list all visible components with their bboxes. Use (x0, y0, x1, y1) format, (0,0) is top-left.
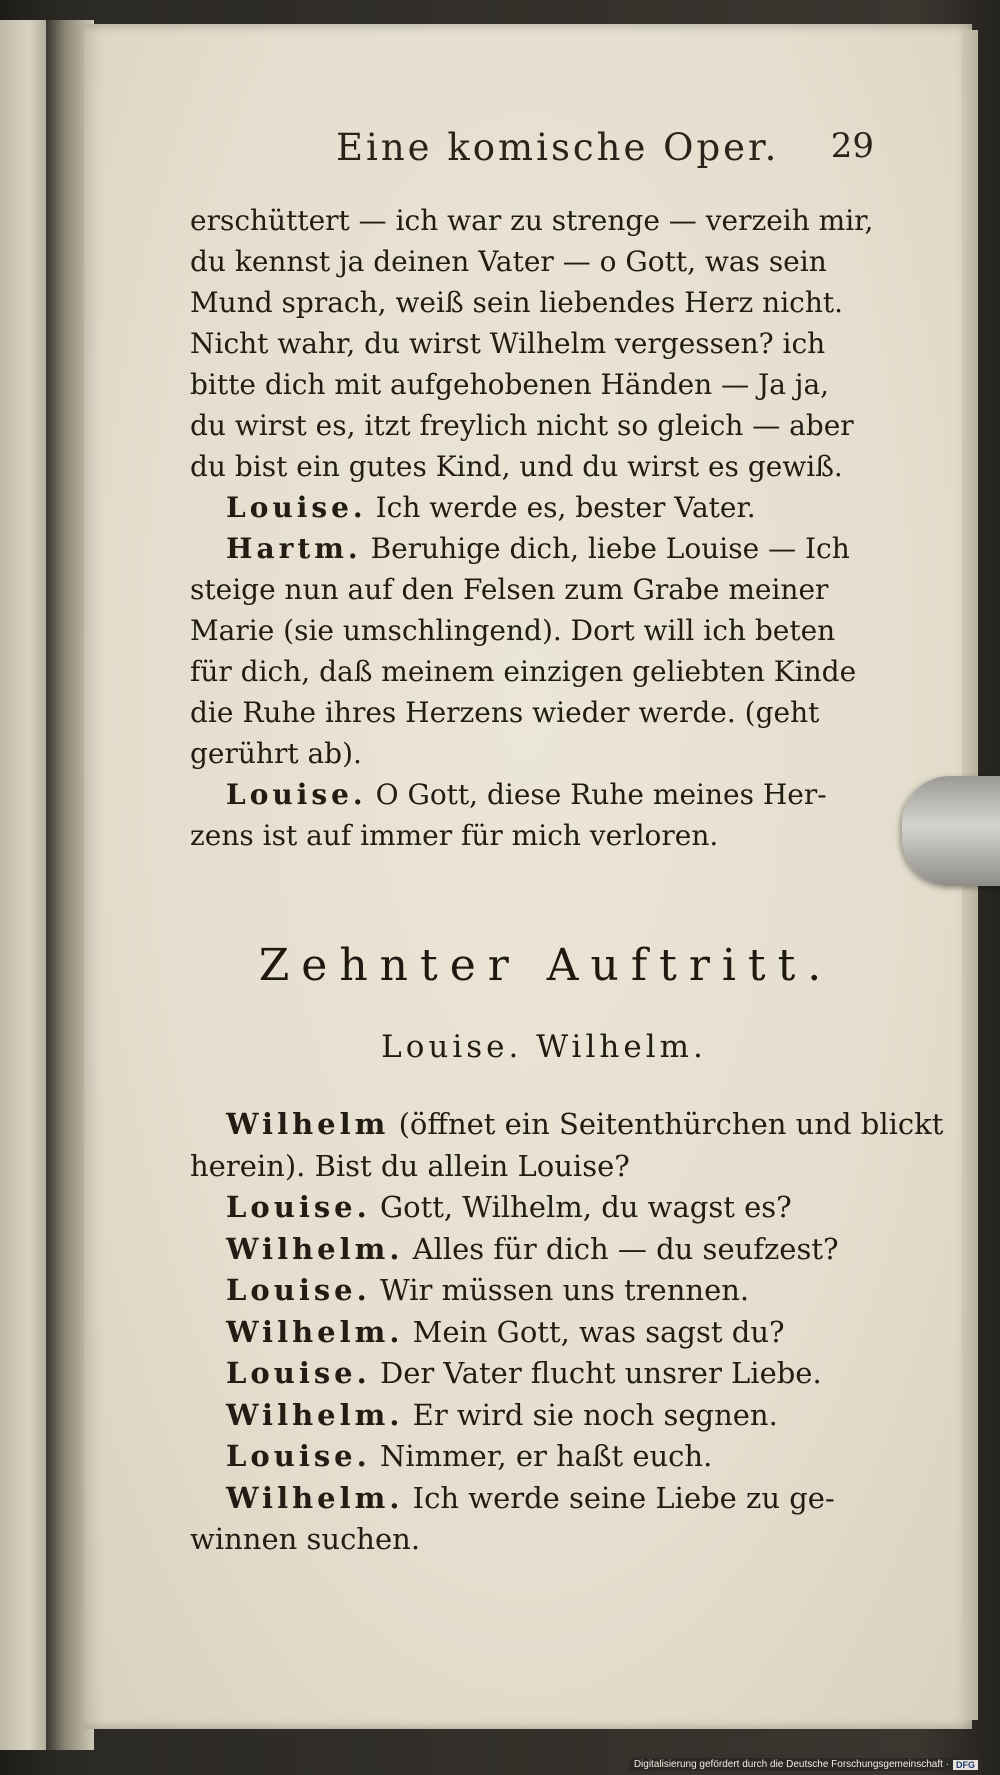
speech-text: Ich werde seine Liebe zu ge- (412, 1480, 835, 1515)
speech-wilhelm (190, 1104, 944, 1146)
dialogue-line (190, 1187, 880, 1229)
dialogue-line (190, 1353, 880, 1395)
speaker-name: Wilhelm. (226, 1397, 404, 1432)
speech-text: Mein Gott, was sagst du? (412, 1314, 785, 1349)
speaker-name: Louise. (226, 1439, 371, 1473)
speaker-name: Wilhelm. (226, 1231, 404, 1266)
page-clip (902, 776, 1000, 886)
page-text (190, 200, 944, 1561)
speaker-name: Louise. (226, 778, 367, 811)
speech-text: Der Vater flucht unsrer Liebe. (379, 1356, 822, 1390)
speech-text: Wir müssen uns trennen. (379, 1273, 750, 1307)
text-line: steige nun auf den Felsen zum Grabe meiner (190, 573, 829, 606)
dialogue (190, 1104, 944, 1561)
text-line: erschüttert — ich war zu strenge — verzeih mir, (190, 204, 874, 237)
speech-louise (190, 774, 880, 815)
dfg-logo-icon: DFG (953, 1760, 978, 1770)
dialogue-line (190, 1270, 880, 1312)
text-line: herein). Bist du allein Louise? (190, 1148, 630, 1183)
dialogue-line (190, 1436, 880, 1478)
text-line: Marie (sie umschlingend). Dort will ich beten (190, 614, 836, 647)
speech-text: Nimmer, er haßt euch. (379, 1439, 713, 1473)
text-line: winnen suchen. (190, 1522, 421, 1556)
scene-heading: Zehnter Auftritt. (258, 940, 834, 991)
stage-direction: (öffnet ein Seitenthürchen und blickt (398, 1107, 944, 1141)
credit-text: Digitalisierung gefördert durch die Deutsche Forschungsgemeinschaft · (633, 1759, 949, 1770)
text-line: bitte dich mit aufgehobenen Händen — Ja ja, (190, 368, 830, 401)
text-line: gerührt ab). (190, 737, 362, 770)
running-title: Eine komische Oper. (336, 126, 780, 169)
speech-text: Er wird sie noch segnen. (412, 1397, 778, 1432)
text-line: Mund sprach, weiß sein liebendes Herz nicht. (190, 286, 844, 319)
speaker-name: Hartm. (226, 532, 362, 565)
page-header (246, 126, 886, 180)
speaker-name: Wilhelm. (226, 1314, 404, 1349)
speaker-name: Wilhelm. (226, 1480, 404, 1515)
speech-hartm (190, 528, 880, 569)
speaker-name: Louise. (226, 491, 367, 524)
speaker-name: Wilhelm (226, 1107, 390, 1141)
speaker-name: Louise. (226, 1190, 371, 1224)
dialogue-line (190, 1478, 880, 1520)
page-number: 29 (830, 126, 874, 166)
speech-text: O Gott, diese Ruhe meines Her- (375, 778, 827, 811)
spacer (190, 998, 880, 1022)
digitization-credit (630, 1758, 982, 1771)
text-line: du wirst es, itzt freylich nicht so gleich — aber (190, 409, 854, 442)
scene-characters: Louise. Wilhelm. (381, 1029, 707, 1065)
spacer (190, 1072, 880, 1104)
dialogue-line (190, 1395, 880, 1437)
text-line: für dich, daß meinem einzigen geliebten Kinde (190, 655, 857, 688)
speaker-name: Louise. (226, 1356, 371, 1390)
speech-text: Ich werde es, bester Vater. (375, 491, 756, 524)
speaker-name: Louise. (226, 1273, 371, 1307)
left-page-edge (0, 20, 52, 1750)
spacer (190, 856, 880, 934)
dialogue-line (190, 1312, 880, 1354)
text-line: zens ist auf immer für mich verloren. (190, 819, 719, 852)
text-line: du kennst ja deinen Vater — o Gott, was sein (190, 245, 827, 278)
speech-text: Alles für dich — du seufzest? (412, 1231, 839, 1266)
speech-text: Gott, Wilhelm, du wagst es? (379, 1190, 792, 1224)
dialogue-line (190, 1229, 880, 1271)
speech-text: Beruhige dich, liebe Louise — Ich (370, 532, 850, 565)
text-line: du bist ein gutes Kind, und du wirst es gewiß. (190, 450, 843, 483)
speech-louise (190, 487, 880, 528)
text-line: Nicht wahr, du wirst Wilhelm vergessen? ich (190, 327, 826, 360)
text-line: die Ruhe ihres Herzens wieder werde. (geht (190, 696, 820, 729)
